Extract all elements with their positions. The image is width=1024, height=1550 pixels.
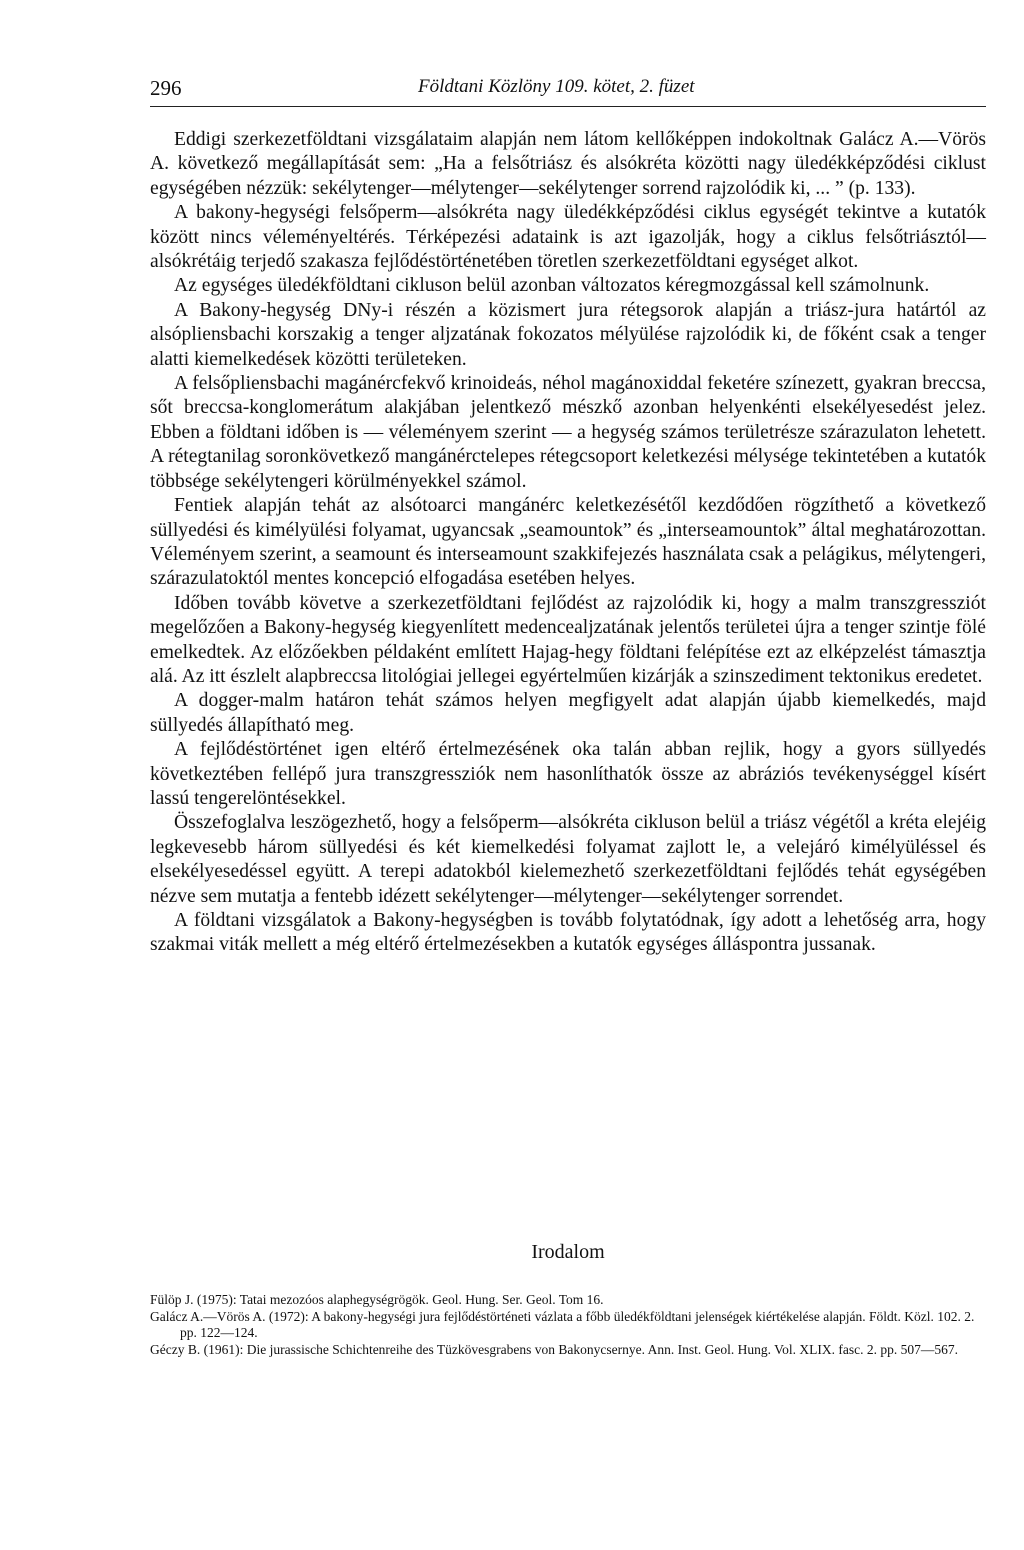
paragraph: A fejlődéstörténet igen eltérő értelmezésének oka talán abban rejlik, hogy a gyors süllyedés következtében fellépő jura transzgressziók nem hasonlíthatók össze az abráziós tevékenységgel kísért lassú tengerelöntésekkel. — [150, 739, 986, 809]
reference-item: Fülöp J. (1975): Tatai mezozóos alaphegységrögök. Geol. Hung. Ser. Geol. Tom 16. — [150, 1292, 604, 1307]
page-header — [150, 72, 986, 107]
paragraph: Az egységes üledékföldtani cikluson belül azonban változatos kéregmozgással kell számolnunk. — [174, 275, 930, 297]
paragraph: A bakony-hegységi felsőperm—alsókréta nagy üledékképződési ciklus egységét tekintve a kutatók között nincs véleményeltérés. Térképezési adataink is azt igazolják, hogy a ciklus felsőtriásztól—alsókrétáig terjedő szakasza fejlődéstörténetében töretlen szerkezetföldtani egységet alkot. — [150, 202, 986, 273]
reference-list — [150, 1292, 986, 1358]
paragraph: Fentiek alapján tehát az alsótoarci mangánérc keletkezésétől kezdődően rögzíthető a következő süllyedési és kimélyülési folyamat, ugyancsak „seamountok” és „interseamountok” által meghatározottan. Véleményem szerint, a seamount és interseamount szakkifejezés használata csak a pelágikus, mélytengeri, szárazulatoktól mentes koncepció elfogadása esetében helyes. — [150, 495, 986, 590]
paragraph: A dogger-malm határon tehát számos helyen megfigyelt adat alapján újabb kiemelkedés, majd süllyedés állapítható meg. — [150, 690, 986, 736]
paragraph: A Bakony-hegység DNy-i részén a közismert jura rétegsorok alapján a triász-jura határtól az alsópliensbachi korszakig a tenger aljzatának fokozatos mélyülése rajzolódik ki, de főként csak a tenger alatti kiemelkedések közötti területeken. — [150, 299, 986, 370]
journal-title: Földtani Közlöny 109. kötet, 2. füzet — [418, 76, 695, 97]
reference-item: Géczy B. (1961): Die jurassische Schichtenreihe des Tüzkövesgrabens von Bakonycsernye. Ann. Inst. Geol. Hung. Vol. XLIX. fasc. 2. pp. 507—567. — [150, 1341, 958, 1357]
article-body — [150, 128, 986, 958]
paragraph: A földtani vizsgálatok a Bakony-hegységben is tovább folytatódnak, így adott a lehetőség arra, hogy szakmai viták mellett a még eltérő értelmezésekben a kutatók egységes álláspontra jussanak. — [150, 910, 986, 956]
literature-heading: Irodalom — [531, 1241, 605, 1263]
page-number: 296 — [150, 76, 182, 100]
paragraph: A felsőpliensbachi magánércfekvő krinoideás, néhol magánoxiddal feketére színezett, gyakran breccsa, sőt breccsa-konglomerátum alakjában jelentkező mészkő azonban helyenkénti elsekélyesedést jelez. Ebben a földtani időben is — véleményem szerint — a hegység számos területrésze szárazulaton lehetett. A rétegtanilag soronkövetkező mangánérctelepes rétegcsoport keletkezési mélysége tekintetében a kutatók többsége sekélytengeri körülményekkel számol. — [150, 373, 986, 492]
paragraph: Időben tovább követve a szerkezetföldtani fejlődést az rajzolódik ki, hogy a malm transzgressziót megelőzően a Bakony-hegység kiegyenlített medencealjzatának jelentős területei újra a tenger szintje fölé emelkedtek. Az előzőekben példaként említett Hajag-hegy földtani felépítése ezt az elképzelést támasztja alá. Az itt észlelt alapbreccsa litológiai jellegei egyértelműen kizárják a szinszediment tektonikus eredetet. — [150, 592, 986, 687]
paragraph: Eddigi szerkezetföldtani vizsgálataim alapján nem látom kellőképpen indokoltnak Galácz A.—Vörös A. következő megállapítását sem: „Ha a felsőtriász és alsókréta közötti nagy üledékképződési ciklust egységében nézzük: sekélytenger—mélytenger—sekélytenger sorrend rajzolódik ki, ... ” (p. 133). — [150, 129, 986, 199]
reference-item: Galácz A.—Vörös A. (1972): A bakony-hegységi jura fejlődéstörténeti vázlata a főbb üledékföldtani jelenségek kiértékelése alapján. Földt. Közl. 102. 2. pp. 122—124. — [150, 1308, 975, 1340]
paragraph: Összefoglalva leszögezhető, hogy a felsőperm—alsókréta cikluson belül a triász végétől a kréta elejéig legkevesebb három süllyedési és két kiemelkedési folyamat zajlott le, a velejáró kimélyüléssel és elsekélyesedéssel együtt. A terepi adatokból kielemezhető szerkezetföldtani fejlődés tehát egységében nézve sem mutatja a fentebb idézett sekélytenger—mélytenger—sekélytenger sorrendet. — [150, 812, 986, 907]
